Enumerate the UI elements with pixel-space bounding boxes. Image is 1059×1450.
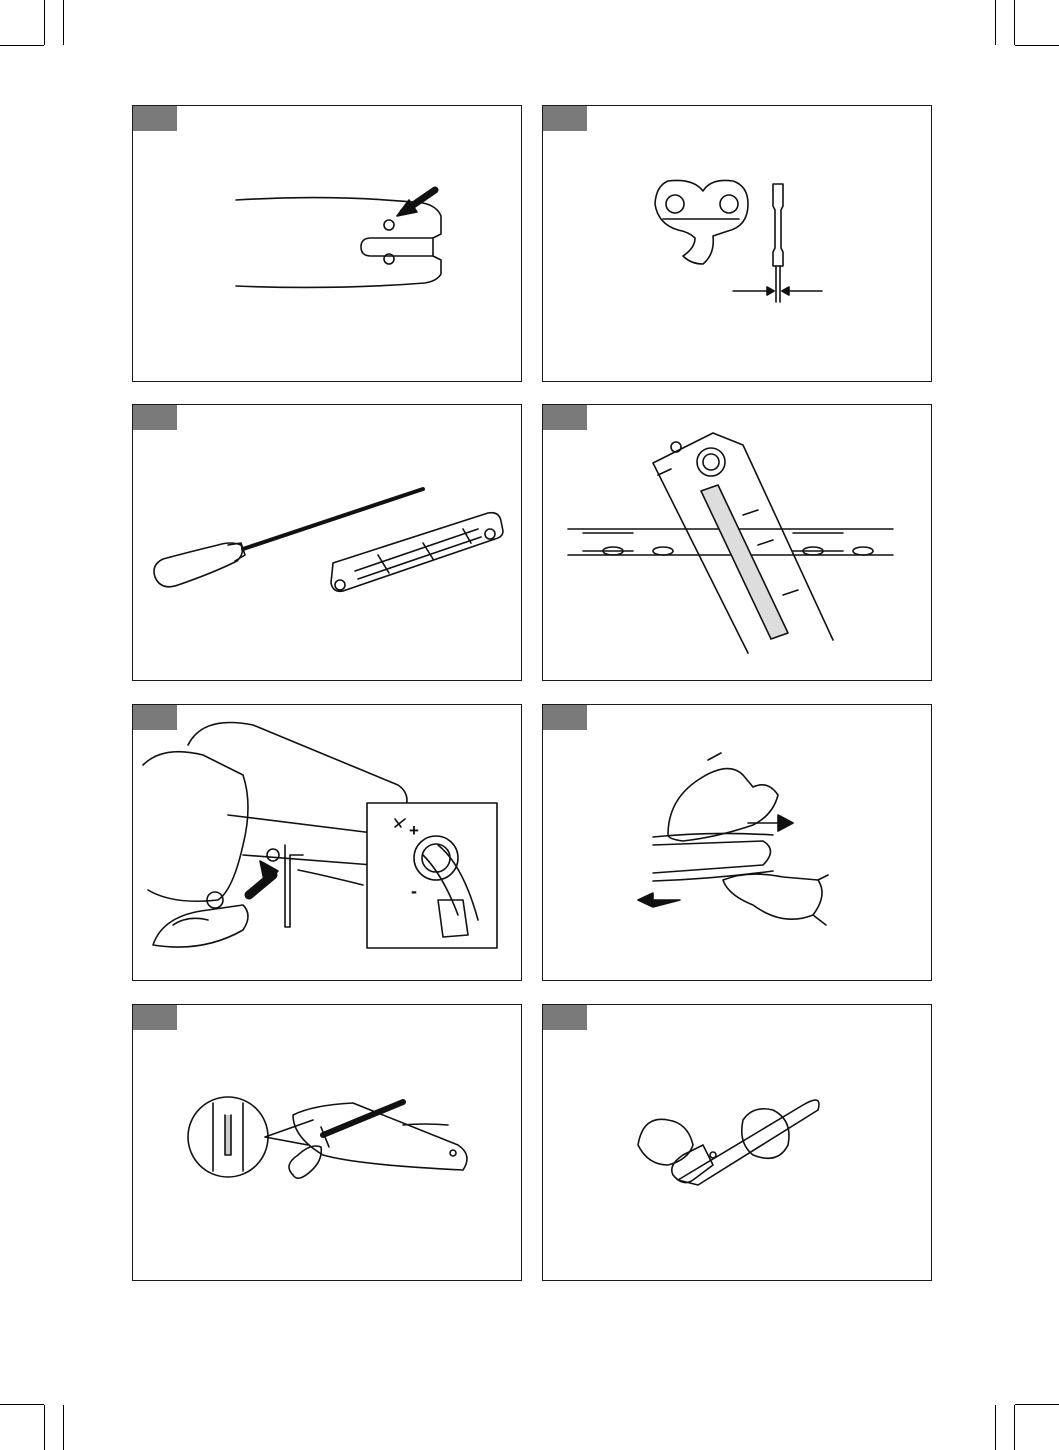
figure-panel-5 (132, 704, 522, 981)
crop-mark (1014, 0, 1015, 45)
chain-link-illustration (543, 106, 932, 382)
crop-mark (1014, 1405, 1015, 1450)
groove-file-illustration (133, 1005, 522, 1281)
figure-panel-3 (132, 404, 522, 681)
minus-symbol: - (411, 881, 417, 901)
crop-mark (0, 1404, 44, 1405)
crop-mark (1015, 1404, 1059, 1405)
crop-mark (63, 1405, 64, 1450)
figure-panel-7 (132, 1004, 522, 1281)
crop-mark (44, 0, 45, 45)
figure-panel-2 (542, 105, 932, 382)
crop-mark (995, 0, 996, 45)
tension-adjust-illustration (133, 705, 522, 981)
guide-on-chain-illustration (543, 405, 932, 681)
figure-panel-6 (542, 704, 932, 981)
tension-check-illustration (543, 705, 932, 981)
crop-mark (1015, 45, 1059, 46)
figure-panel-8 (542, 1004, 932, 1281)
bar-handling-illustration (543, 1005, 932, 1281)
file-and-guide-illustration (133, 405, 522, 681)
crop-mark (995, 1405, 996, 1450)
figure-panel-1 (132, 105, 522, 382)
crop-mark (63, 0, 64, 45)
figure-panel-4 (542, 404, 932, 681)
crop-mark (44, 1405, 45, 1450)
crop-mark (0, 45, 44, 46)
guide-bar-illustration (133, 106, 522, 382)
plus-symbol: + (409, 821, 419, 840)
